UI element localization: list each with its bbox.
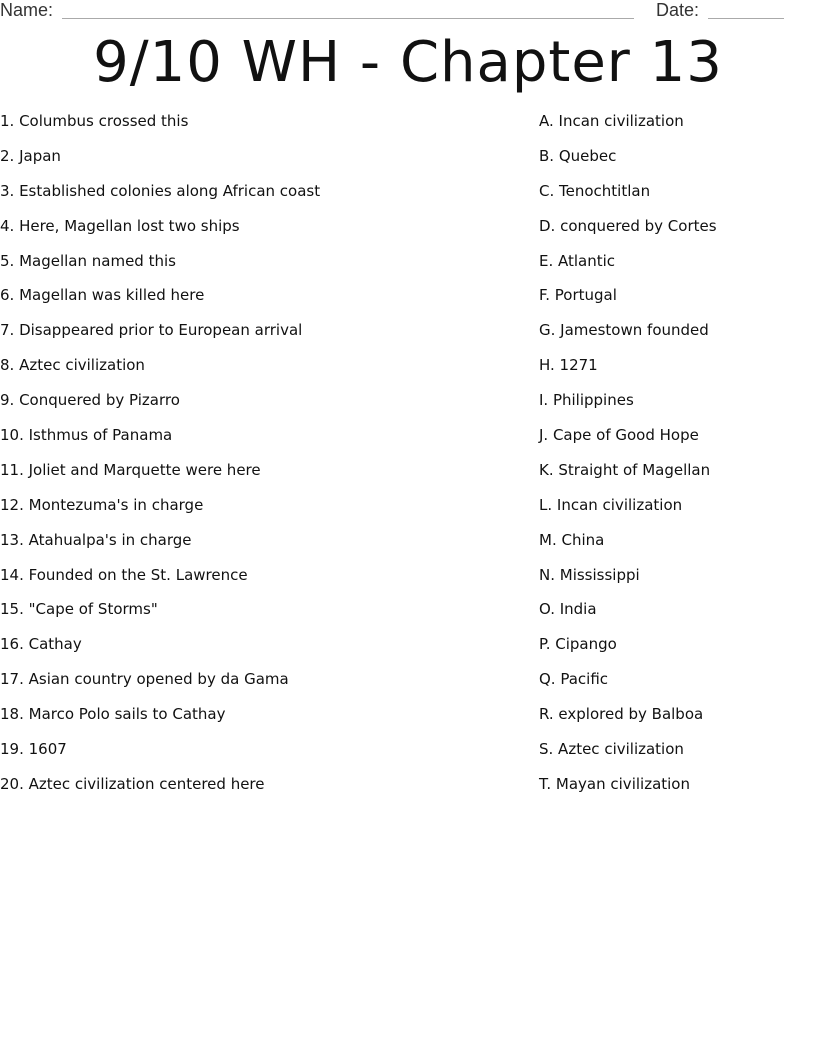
answer-item: F. Portugal: [539, 286, 617, 305]
answer-item: G. Jamestown founded: [539, 321, 709, 340]
worksheet-header: [0, 0, 816, 22]
page-title: 9/10 WH - Chapter 13: [93, 30, 723, 95]
clue-item: 1. Columbus crossed this: [0, 112, 189, 130]
answer-item: A. Incan civilization: [539, 112, 684, 130]
answer-item: H. 1271: [539, 356, 598, 375]
clue-item: 5. Magellan named this: [0, 251, 176, 270]
clue-item: 10. Isthmus of Panama: [0, 426, 173, 445]
clue-item: 15. "Cape of Storms": [0, 600, 158, 619]
clue-item: 6. Magellan was killed here: [0, 286, 205, 305]
answer-list: [539, 111, 809, 809]
clue-item: 18. Marco Polo sails to Cathay: [0, 705, 226, 724]
answer-item: Q. Pacific: [539, 670, 609, 689]
clue-item: 2. Japan: [0, 146, 61, 165]
answer-item: K. Straight of Magellan: [539, 460, 711, 479]
answer-item: P. Cipango: [539, 635, 617, 654]
clue-item: 16. Cathay: [0, 635, 82, 654]
name-blank-line: [62, 18, 634, 19]
clue-item: 20. Aztec civilization centered here: [0, 774, 265, 793]
answer-item: E. Atlantic: [539, 251, 616, 270]
answer-item: R. explored by Balboa: [539, 705, 704, 724]
clue-item: 3. Established colonies along African coast: [0, 181, 321, 200]
clue-item: 8. Aztec civilization: [0, 356, 145, 375]
clue-item: 9. Conquered by Pizarro: [0, 391, 180, 410]
answer-item: D. conquered by Cortes: [539, 216, 717, 235]
answer-item: T. Mayan civilization: [539, 774, 690, 793]
answer-item: L. Incan civilization: [539, 495, 683, 514]
name-label: Name:: [0, 0, 54, 20]
clue-item: 4. Here, Magellan lost two ships: [0, 216, 240, 235]
clue-item: 12. Montezuma's in charge: [0, 495, 204, 514]
answer-item: S. Aztec civilization: [539, 740, 684, 759]
clue-list: [0, 111, 520, 809]
date-blank-line: [708, 18, 784, 19]
answer-item: M. China: [539, 530, 605, 549]
answer-item: C. Tenochtitlan: [539, 181, 651, 200]
clue-item: 11. Joliet and Marquette were here: [0, 460, 261, 479]
clue-item: 17. Asian country opened by da Gama: [0, 670, 289, 689]
date-label: Date:: [656, 0, 700, 20]
answer-item: J. Cape of Good Hope: [539, 426, 699, 445]
clue-item: 14. Founded on the St. Lawrence: [0, 565, 248, 584]
answer-item: B. Quebec: [539, 146, 617, 165]
answer-item: N. Mississippi: [539, 565, 640, 584]
clue-item: 19. 1607: [0, 740, 67, 759]
clue-item: 7. Disappeared prior to European arrival: [0, 321, 303, 340]
answer-item: O. India: [539, 600, 597, 619]
answer-item: I. Philippines: [539, 391, 634, 410]
clue-item: 13. Atahualpa's in charge: [0, 530, 192, 549]
